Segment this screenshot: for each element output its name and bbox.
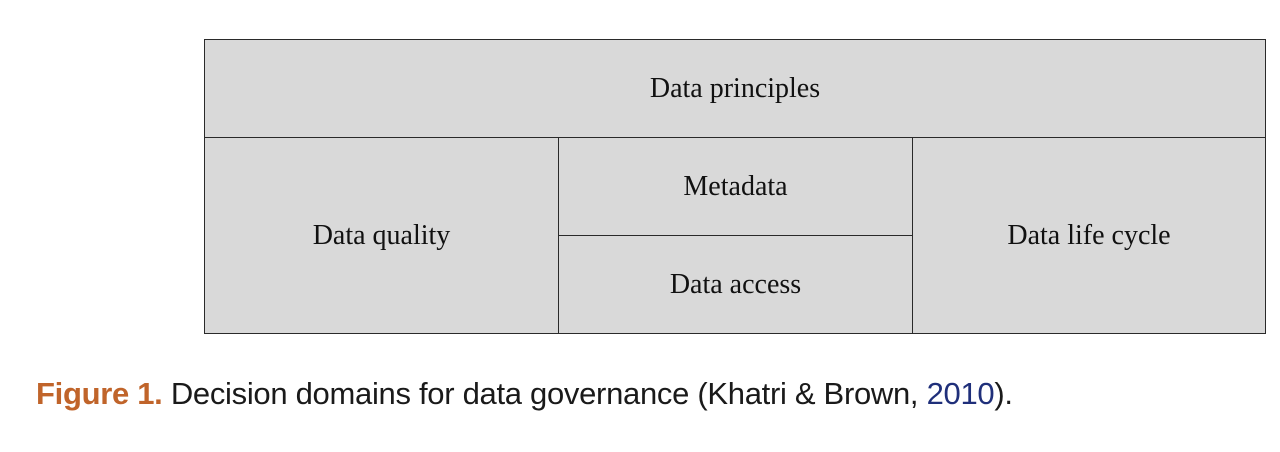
- domain-data-quality: Data quality: [205, 138, 559, 333]
- caption-text: Decision domains for data governance (Khatri & Brown,: [162, 376, 927, 411]
- data-governance-diagram: [204, 39, 1266, 334]
- domain-data-principles: Data principles: [205, 40, 1265, 138]
- caption-text-end: ).: [994, 376, 1013, 411]
- citation-year-link[interactable]: 2010: [926, 376, 995, 411]
- domain-data-life-cycle: Data life cycle: [913, 138, 1265, 333]
- domain-metadata: Metadata: [559, 138, 913, 236]
- figure-label: Figure 1.: [36, 376, 163, 411]
- figure-caption: [36, 376, 1256, 412]
- domain-data-access: Data access: [559, 236, 913, 333]
